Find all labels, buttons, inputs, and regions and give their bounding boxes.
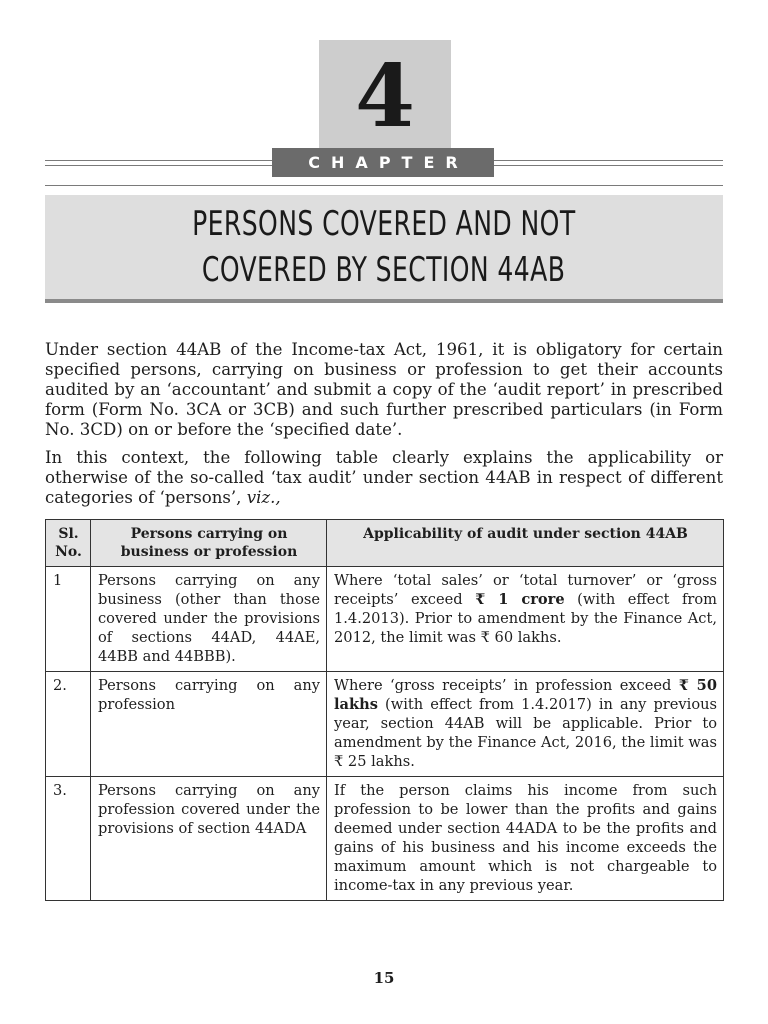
chapter-title-line-1: PERSONS COVERED AND NOT bbox=[192, 204, 576, 244]
table-row bbox=[46, 672, 724, 777]
row-applicability-limit: ₹ 50 lakhs bbox=[334, 677, 717, 713]
chapter-label: CHAPTER bbox=[272, 148, 494, 177]
row-sl: 3. bbox=[46, 777, 91, 901]
context-paragraph-text: In this context, the following table clearly explains the applicability or otherwise of the so-called ‘tax audit’ under section 44AB in respect of different categories of ‘persons’, bbox=[45, 448, 723, 507]
chapter-title bbox=[45, 195, 723, 303]
chapter-number-box bbox=[319, 40, 451, 148]
context-paragraph-viz: viz., bbox=[246, 488, 281, 507]
header-applicability: Applicability of audit under section 44AB bbox=[327, 520, 724, 567]
row-sl: 1 bbox=[46, 567, 91, 672]
header-persons: Persons carrying on business or profession bbox=[91, 520, 327, 567]
rule-left-top bbox=[45, 160, 272, 161]
row-applicability bbox=[327, 567, 724, 672]
row-applicability-limit: ₹ 1 crore bbox=[475, 591, 565, 608]
row-applicability-text-c: (with effect from 1.4.2013). Prior to amendment by the Finance Act, 2012, the limit was ₹ 60 lakhs. bbox=[334, 591, 717, 646]
audit-applicability-table bbox=[45, 519, 724, 901]
page-number: 15 bbox=[373, 969, 395, 987]
row-applicability-text-a: Where ‘total sales’ or ‘total turnover’ or ‘gross receipts’ exceed bbox=[334, 572, 717, 608]
table-header-row bbox=[46, 520, 724, 567]
context-paragraph bbox=[45, 448, 723, 508]
table-row bbox=[46, 777, 724, 901]
row-applicability-text-a: If the person claims his income from such profession to be lower than the profits and gains deemed under section 44ADA to be the profits and gains of his business and his income exceeds the maximum amount which is not chargeable to income-tax in any previous year. bbox=[334, 782, 717, 894]
row-persons: Persons carrying on any profession covered under the provisions of section 44ADA bbox=[91, 777, 327, 901]
rule-right-bottom bbox=[494, 165, 723, 166]
row-persons: Persons carrying on any profession bbox=[91, 672, 327, 777]
row-applicability bbox=[327, 777, 724, 901]
rule-right-top bbox=[494, 160, 723, 161]
chapter-title-line-2: COVERED BY SECTION 44AB bbox=[202, 250, 566, 290]
row-sl: 2. bbox=[46, 672, 91, 777]
rule-left-bottom bbox=[45, 165, 272, 166]
chapter-number: 4 bbox=[355, 46, 415, 147]
row-persons: Persons carrying on any business (other than those covered under the provisions of sections 44AD, 44AE, 44BB and 44BBB). bbox=[91, 567, 327, 672]
rule-under-label bbox=[45, 185, 723, 186]
intro-paragraph-text: Under section 44AB of the Income-tax Act, 1961, it is obligatory for certain specified persons, carrying on business or profession to get their accounts audited by an ‘accountant’ and submit a copy of the ‘audit report’ in prescribed form (Form No. 3CA or 3CB) and such further prescribed particulars (in Form No. 3CD) on or before the ‘specified date’. bbox=[45, 340, 723, 439]
table-row bbox=[46, 567, 724, 672]
intro-paragraph bbox=[45, 340, 723, 440]
row-applicability-text-c: (with effect from 1.4.2017) in any previous year, section 44AB will be applicable. Prior to amendment by the Finance Act, 2016, the limit was ₹ 25 lakhs. bbox=[334, 696, 717, 770]
header-sl-no: Sl. No. bbox=[46, 520, 91, 567]
row-applicability bbox=[327, 672, 724, 777]
row-applicability-text-a: Where ‘gross receipts’ in profession exceed bbox=[334, 677, 679, 694]
